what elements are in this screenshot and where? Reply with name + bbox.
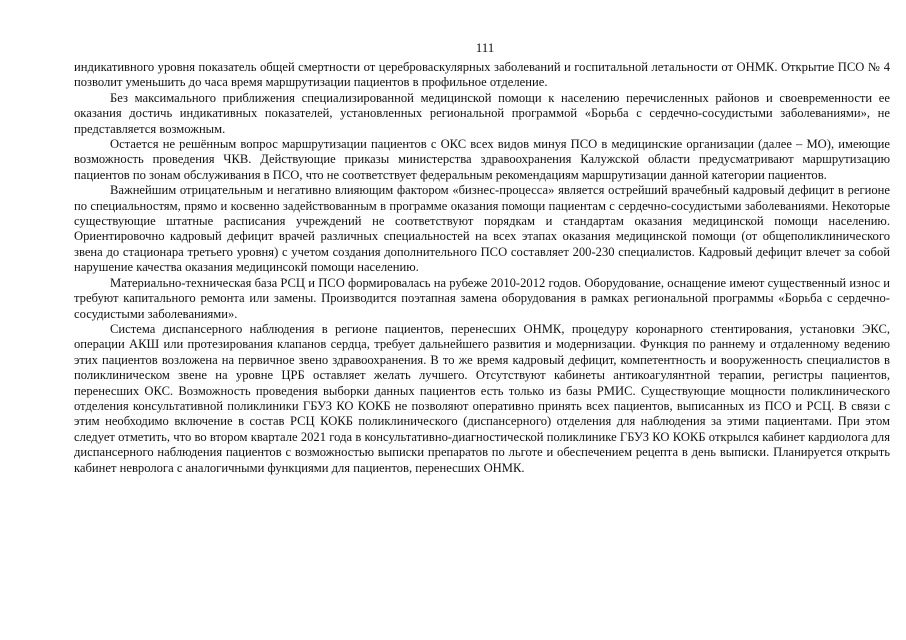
paragraph-1: индикативного уровня показатель общей смертности от цереброваскулярных заболеваний и госпитальной летальности от ОНМК. Открытие ПСО № 4 позволит уменьшить до часа время маршрутизации пациентов в профильное отделение.	[74, 60, 890, 90]
paragraph-5: Материально-техническая база РСЦ и ПСО формировалась на рубеже 2010-2012 годов. Оборудование, оснащение имеют существенный износ и требуют капитального ремонта или замены. Производится поэтапная замена оборудования в рамках региональной программы «Борьба с сердечно-сосудистыми заболеваниями».	[74, 275, 890, 321]
document-page	[74, 40, 890, 476]
paragraph-3: Остается не решённым вопрос маршрутизации пациентов с ОКС всех видов минуя ПСО в медицинские организации (далее – МО), имеющие возможность проведения ЧКВ. Действующие приказы министерства здравоохранения Калужской области предусматривают маршрутизацию пациентов по зонам обслуживания в ПСО, что не соответствует федеральным рекомендациям маршрутизации данной категории пациентов.	[74, 137, 890, 182]
paragraph-4: Важнейшим отрицательным и негативно влияющим фактором «бизнес-процесса» является острейший врачебный кадровый дефицит в регионе по специальностям, прямо и косвенно задействованным в программе оказания помощи пациентам с сердечно-сосудистыми заболеваниями. Некоторые существующие штатные расписания учреждений не соответствуют порядкам и стандартам оказания медицинской помощи населению. Ориентировочно кадровый дефицит врачей различных специальностей на всех этапах оказания медицинской помощи (от общеполиклинического звена до стационара третьего уровня) с учетом создания дополнительного ПСО составляет 200-230 специалистов. Кадровый дефицит влечет за собой нарушение качества оказания медицинсокй помощи населению.	[74, 183, 890, 275]
page-number: 111	[475, 40, 495, 55]
paragraph-6: Система диспансерного наблюдения в регионе пациентов, перенесших ОНМК, процедуру коронарного стентирования, установки ЭКС, операции АКШ или протезирования клапанов сердца, требует дальнейшего развития и модернизации. Функция по раннему и отдаленному ведению этих пациентов возложена на первичное звено здравоохранения. В то же время кадровый дефицит, компетентность и вооруженность специалистов в поликлиническом звене на уровне ЦРБ оставляет желать лучшего. Отсутствуют кабинеты антикоагулянтной терапии, регистры пациентов, перенесших ОКС. Возможность проведения выборки данных пациентов есть только из базы РМИС. Существующие мощности поликлинического отделения консультативной поликлиники ГБУЗ КО КОКБ не позволяют оперативно принять всех пациентов, выписанных из ПСО и РСЦ. В связи с этим необходимо включение в состав РСЦ КОКБ поликлинического (диспансерного) отделения для наблюдения за этими пациентами. При этом следует отметить, что во втором квартале 2021 года в консультативно-диагностической поликлинике ГБУЗ КО КОКБ открылся кабинет кардиолога для диспансерного наблюдения пациентов с возможностью выписки препаратов по льготе и обеспечением рецепта в день выписки. Планируется открыть кабинет невролога с аналогичными функциями для пациентов, перенесших ОНМК.	[74, 321, 890, 475]
paragraph-2: Без максимального приближения специализированной медицинской помощи к населению перечисленных районов и своевременности ее оказания достичь индикативных показателей, установленных региональной программой «Борьба с сердечно-сосудистыми заболеваниями», не представляется возможным.	[74, 90, 890, 136]
document-body	[74, 60, 890, 476]
